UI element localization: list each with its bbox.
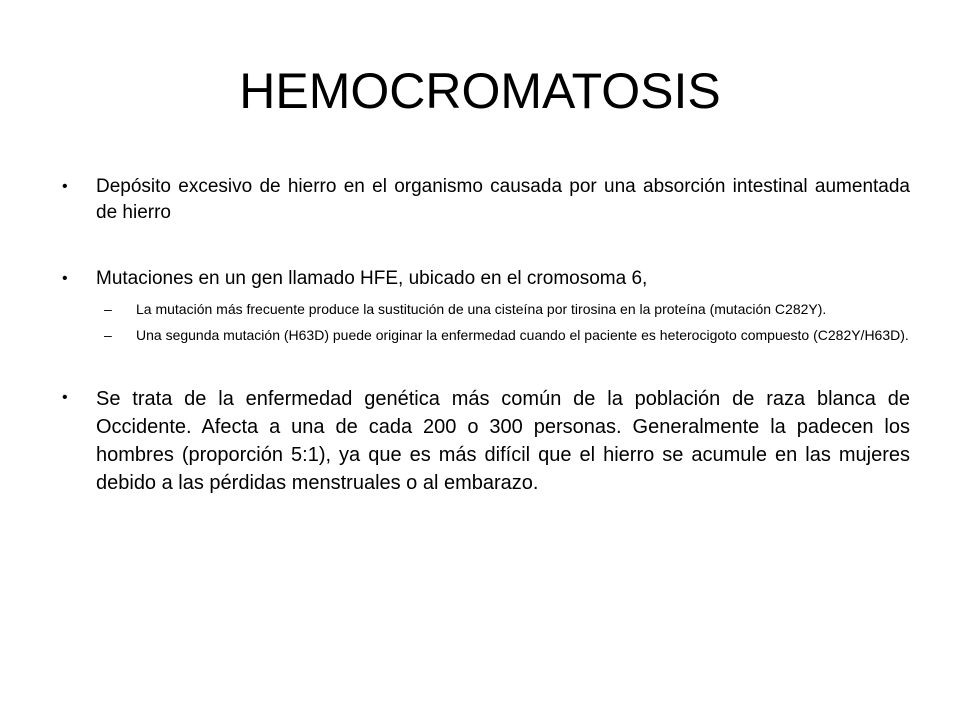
sub-bullet-item (62, 326, 910, 345)
dash-bullet-icon: – (104, 327, 112, 343)
bullet-text: Depósito excesivo de hierro en el organismo causada por una absorción intestinal aumentada de hierro (96, 176, 910, 223)
bullet-item (62, 266, 910, 292)
sub-bullet-item (62, 300, 910, 319)
bullet-text: Mutaciones en un gen llamado HFE, ubicado en el cromosoma 6, (96, 268, 648, 289)
sub-bullet-text: Una segunda mutación (H63D) puede originar la enfermedad cuando el paciente es heterocigoto compuesto (C282Y/H63D). (136, 327, 909, 343)
bullet-text: Se trata de la enfermedad genética más común de la población de raza blanca de Occidente. Afecta a una de cada 200 o 300 personas. Generalmente la padecen los hombres (proporción 5:1), ya que es más difícil que el hierro se acumule en las mujeres debido a las pérdidas menstruales o al embarazo. (96, 388, 910, 494)
sub-bullet-text: La mutación más frecuente produce la sustitución de una cisteína por tirosina en la proteína (mutación C282Y). (136, 301, 827, 317)
dash-bullet-icon: – (104, 301, 112, 317)
bullet-dot-icon: • (62, 178, 68, 195)
slide-title: HEMOCROMATOSIS (239, 63, 721, 119)
bullet-item (62, 385, 910, 497)
slide-content (62, 174, 910, 497)
bullet-dot-icon: • (62, 389, 68, 406)
bullet-item (62, 174, 910, 226)
bullet-dot-icon: • (62, 270, 68, 287)
